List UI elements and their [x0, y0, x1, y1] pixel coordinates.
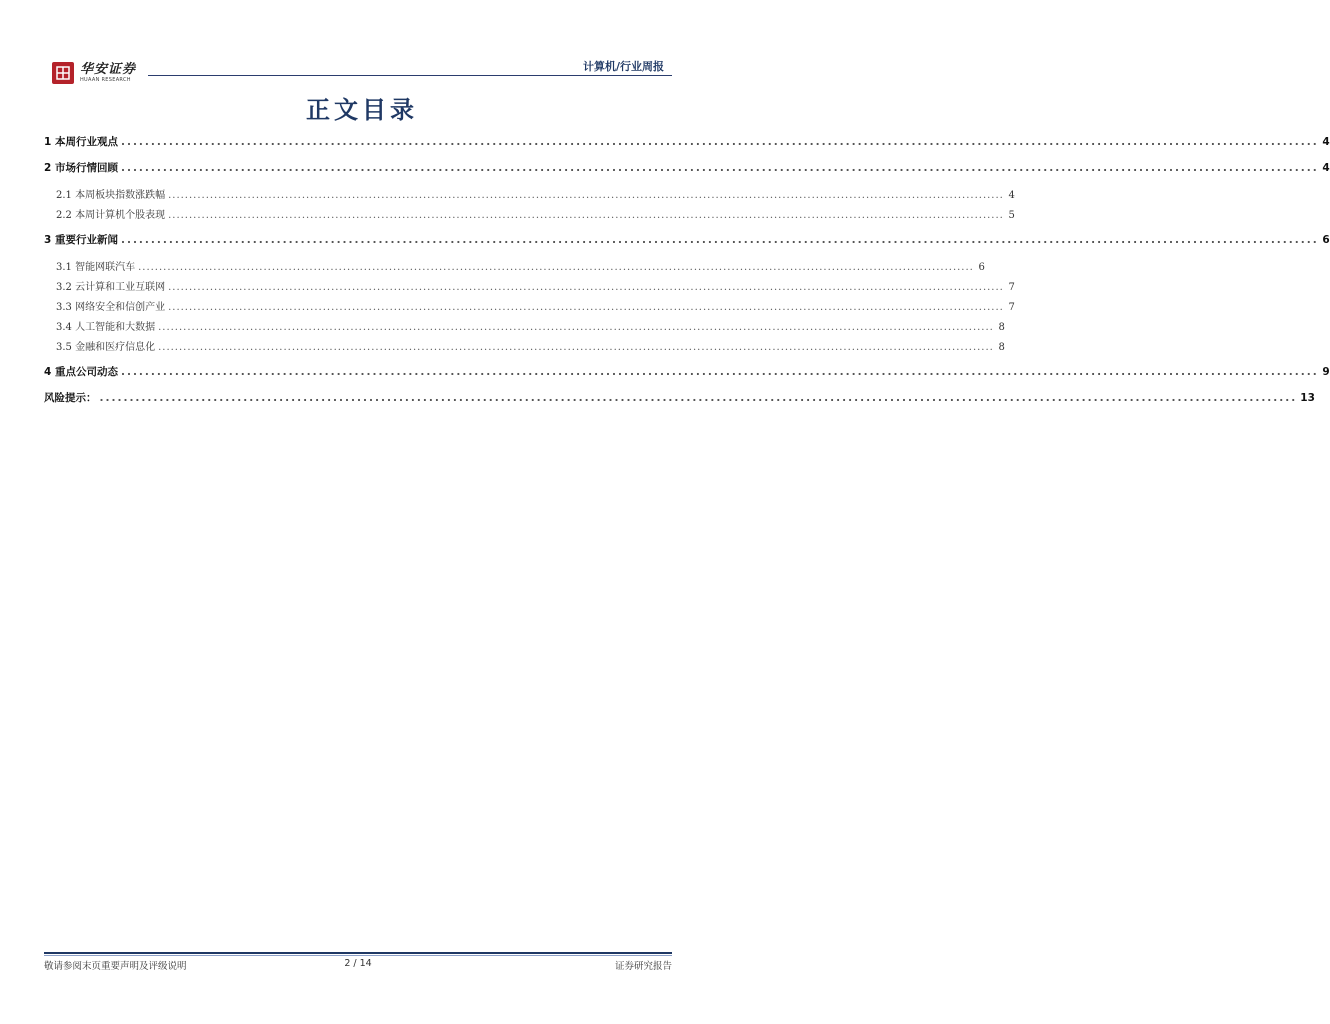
toc-dot-leader: ........................................................................................................................................................................................................	[168, 302, 1004, 313]
toc-entry-label: 2.2 本周计算机个股表现	[56, 210, 166, 221]
footer-divider	[44, 952, 672, 954]
toc-dot-leader: ........................................................................................................................................................................................................	[138, 262, 974, 273]
toc-entry[interactable]	[44, 364, 1330, 379]
toc-entry[interactable]	[44, 390, 1315, 405]
toc-entry-page: 6	[978, 262, 985, 273]
report-category: 计算机/行业周报	[582, 60, 664, 73]
toc-entry-label: 风险提示：	[44, 392, 97, 404]
toc-entry-page: 6	[1322, 234, 1330, 246]
toc-entry-page: 13	[1300, 392, 1315, 404]
logo-chinese-name: 华安证券	[80, 61, 137, 77]
toc-entry[interactable]	[44, 278, 1015, 293]
toc-entry[interactable]	[44, 160, 1330, 175]
toc-dot-leader: ........................................................................................................................................................................................................	[120, 162, 1319, 174]
toc-entry-page: 4	[1322, 136, 1330, 148]
company-logo	[52, 62, 136, 84]
toc-dot-leader: ........................................................................................................................................................................................................	[120, 234, 1319, 246]
toc-entry-page: 9	[1322, 366, 1330, 378]
logo-english-name: HUAAN RESEARCH	[80, 76, 131, 83]
toc-entry-label: 2.1 本周板块指数涨跌幅	[56, 190, 166, 201]
toc-entry-label: 3.4 人工智能和大数据	[56, 322, 156, 333]
toc-dot-leader: ........................................................................................................................................................................................................	[158, 322, 994, 333]
toc-entry[interactable]	[44, 258, 985, 273]
toc-dot-leader: ........................................................................................................................................................................................................	[168, 190, 1004, 201]
page-title: 正文目录	[306, 95, 418, 124]
toc-entry[interactable]	[44, 338, 1005, 353]
page-number: 2 / 14	[344, 958, 372, 969]
toc-entry-page: 8	[998, 342, 1005, 353]
toc-entry-label: 2 市场行情回顾	[44, 162, 118, 174]
toc-entry[interactable]	[44, 298, 1015, 313]
toc-dot-leader: ........................................................................................................................................................................................................	[99, 392, 1298, 404]
toc-dot-leader: ........................................................................................................................................................................................................	[120, 366, 1319, 378]
toc-dot-leader: ........................................................................................................................................................................................................	[168, 282, 1004, 293]
toc-entry-label: 3.1 智能网联汽车	[56, 262, 136, 273]
toc-entry-label: 1 本周行业观点	[44, 136, 118, 148]
page-footer	[44, 958, 672, 974]
toc-entry[interactable]	[44, 232, 1330, 247]
toc-entry-label: 4 重点公司动态	[44, 366, 118, 378]
toc-dot-leader: ........................................................................................................................................................................................................	[120, 136, 1319, 148]
toc-entry-page: 8	[998, 322, 1005, 333]
toc-entry[interactable]	[44, 206, 1015, 221]
toc-dot-leader: ........................................................................................................................................................................................................	[158, 342, 994, 353]
logo-seal-icon	[52, 62, 74, 84]
footer-divider-thin	[44, 955, 672, 956]
toc-entry-label: 3.2 云计算和工业互联网	[56, 282, 166, 293]
toc-dot-leader: ........................................................................................................................................................................................................	[168, 210, 1004, 221]
toc-entry-page: 5	[1008, 210, 1015, 221]
toc-entry-page: 4	[1322, 162, 1330, 174]
toc-entry-page: 7	[1008, 282, 1015, 293]
page-header	[52, 58, 672, 92]
toc-entry-page: 4	[1008, 190, 1015, 201]
toc-entry-label: 3 重要行业新闻	[44, 234, 118, 246]
report-type: 证券研究报告	[614, 961, 672, 972]
toc-entry-label: 3.3 网络安全和信创产业	[56, 302, 166, 313]
toc-entry[interactable]	[44, 318, 1005, 333]
footer-disclaimer: 敬请参阅末页重要声明及评级说明	[44, 961, 187, 972]
toc-entry[interactable]	[44, 134, 1330, 149]
toc-entry-page: 7	[1008, 302, 1015, 313]
toc-entry-label: 3.5 金融和医疗信息化	[56, 342, 156, 353]
header-divider	[148, 75, 672, 76]
toc-entry[interactable]	[44, 186, 1015, 201]
